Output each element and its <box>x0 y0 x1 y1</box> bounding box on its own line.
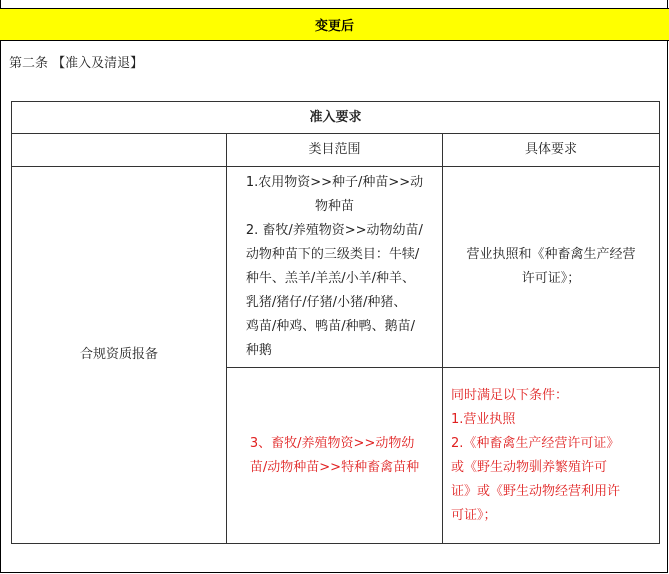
scope-line: 1.农用物资>>种子/种苗>>动 <box>245 175 424 190</box>
requirement-cell-2 <box>443 368 660 544</box>
table-title: 准入要求 <box>12 102 660 134</box>
requirement-line: 营业执照和《种畜禽生产经营 <box>466 247 636 262</box>
scope-line: 物种苗 <box>314 199 354 214</box>
requirement-line: 或《野生动物驯养繁殖许可 <box>451 459 608 475</box>
column-header-requirement: 具体要求 <box>443 134 660 167</box>
column-header-scope: 类目范围 <box>227 134 443 167</box>
top-strip <box>0 0 669 9</box>
scope-text-1 <box>246 171 423 363</box>
scope-line: 种鹅 <box>245 343 272 358</box>
scope-cell-2 <box>227 368 443 544</box>
requirement-cell-1 <box>443 167 660 368</box>
scope-line: 种牛、羔羊/羊羔/小羊/种羊、 <box>245 271 415 286</box>
scope-line: 鸡苗/种鸡、鸭苗/种鸭、鹅苗/ <box>245 319 415 334</box>
scope-line: 乳猪/猪仔/仔猪/小猪/种猪、 <box>245 295 407 310</box>
scope-line: 2. 畜牧/养殖物资>>动物幼苗/ <box>245 223 423 238</box>
requirements-table <box>11 101 660 544</box>
requirement-line: 可证》； <box>451 507 497 523</box>
header-bar <box>0 9 669 41</box>
column-header-empty <box>12 134 227 167</box>
requirement-line: 1.营业执照 <box>451 411 516 427</box>
scope-line: 3、畜牧/养殖物资>>动物幼 <box>249 435 415 451</box>
row-label: 合规资质报备 <box>79 347 158 362</box>
scope-cell-1 <box>227 167 443 368</box>
clause-heading: 第二条 【准入及清退】 <box>9 56 144 71</box>
requirement-line: 许可证》； <box>521 271 581 286</box>
requirement-line: 同时满足以下条件： <box>451 387 569 403</box>
header-title: 变更后 <box>314 19 354 34</box>
scope-line: 动物种苗下的三级类目：牛犊/ <box>245 247 420 262</box>
scope-text-2 <box>250 432 419 480</box>
requirement-line: 2.《种畜禽生产经营许可证》 <box>451 435 620 451</box>
requirement-line: 证》或《野生动物经营利用许 <box>451 483 621 499</box>
scope-line: 苗/动物种苗>>特种畜禽苗种 <box>249 459 420 475</box>
row-label-cell <box>12 167 227 544</box>
